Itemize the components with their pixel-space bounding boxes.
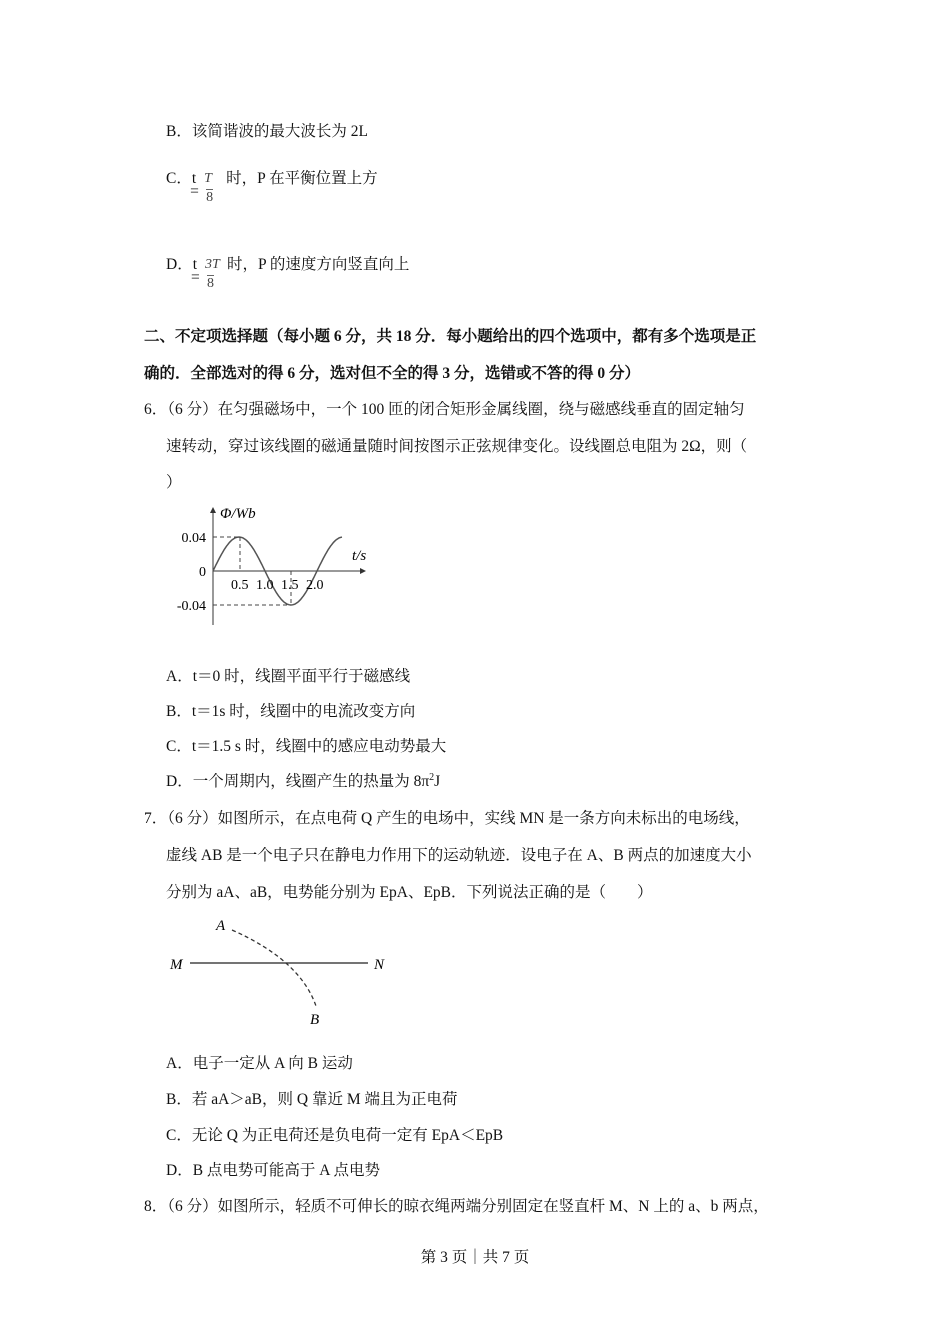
page-footer: 第 3 页｜共 7 页 bbox=[420, 1249, 530, 1266]
y-tick: 0.04 bbox=[181, 531, 206, 546]
x-tick: 2.0 bbox=[306, 578, 324, 593]
point-m-label: M bbox=[170, 957, 183, 973]
q6-option-c: C．t＝1.5 s 时，线圈中的感应电动势最大 bbox=[166, 738, 447, 755]
point-a-label: A bbox=[216, 918, 226, 934]
option-text: D．一个周期内，线圈产生的热量为 8π bbox=[166, 773, 430, 790]
y-axis-label: Φ/Wb bbox=[220, 506, 256, 522]
q6-option-a: A．t＝0 时，线圈平面平行于磁感线 bbox=[166, 668, 411, 685]
q6-option-d bbox=[166, 769, 440, 791]
q6-stem: ） bbox=[166, 474, 182, 491]
q5-option-b: B．该简谐波的最大波长为 2L bbox=[166, 123, 368, 140]
numerator: T bbox=[204, 171, 212, 186]
unit: J bbox=[434, 773, 441, 790]
option-text: 时，P 在平衡位置上方 bbox=[226, 170, 378, 187]
q6-option-b: B．t＝1s 时，线圈中的电流改变方向 bbox=[166, 703, 416, 720]
section-heading-cont: 确的．全部选对的得 6 分，选对但不全的得 3 分，选错或不答的得 0 分） bbox=[144, 365, 641, 382]
point-b-label: B bbox=[310, 1012, 320, 1028]
x-tick: 0.5 bbox=[231, 578, 249, 593]
denominator: 8 bbox=[206, 190, 214, 205]
y-tick: 0 bbox=[199, 565, 206, 580]
equals: = bbox=[190, 183, 199, 200]
numerator: 3T bbox=[205, 257, 220, 272]
option-text: 时，P 的速度方向竖直向上 bbox=[227, 256, 410, 273]
q5-option-c bbox=[166, 166, 378, 205]
x-tick: 1.5 bbox=[281, 578, 299, 593]
q7-option-c: C．无论 Q 为正电荷还是负电荷一定有 EpA＜EpB bbox=[166, 1127, 504, 1144]
equals: = bbox=[191, 269, 200, 286]
electric-field-figure bbox=[160, 910, 400, 1030]
denominator: 8 bbox=[207, 276, 215, 291]
q5-option-d bbox=[166, 252, 410, 291]
fraction bbox=[190, 171, 226, 205]
fraction bbox=[191, 257, 227, 291]
y-tick: -0.04 bbox=[176, 599, 206, 614]
q7-stem: 7．（6 分）如图所示，在点电荷 Q 产生的电场中，实线 MN 是一条方向未标出的电场线， bbox=[144, 810, 750, 827]
exponent: 2 bbox=[429, 771, 435, 783]
flux-time-graph bbox=[160, 500, 390, 630]
x-axis-label: t/s bbox=[352, 548, 367, 564]
q7-option-a: A．电子一定从 A 向 B 运动 bbox=[166, 1055, 353, 1072]
q6-stem: 速转动，穿过该线圈的磁通量随时间按图示正弦规律变化。设线圈总电阻为 2Ω，则（ bbox=[166, 438, 748, 455]
x-tick: 1.0 bbox=[256, 578, 274, 593]
q7-stem: 虚线 AB 是一个电子只在静电力作用下的运动轨迹．设电子在 A、B 两点的加速度大小 bbox=[166, 847, 752, 864]
q7-option-d: D．B 点电势可能高于 A 点电势 bbox=[166, 1162, 380, 1179]
q7-option-b: B．若 aA＞aB，则 Q 靠近 M 端且为正电荷 bbox=[166, 1091, 458, 1108]
q8-stem: 8．（6 分）如图所示，轻质不可伸长的晾衣绳两端分别固定在竖直杆 M、N 上的 a、b 两点， bbox=[144, 1198, 769, 1215]
q7-stem: 分别为 aA、aB，电势能分别为 EpA、EpB．下列说法正确的是（ ） bbox=[166, 884, 653, 901]
q6-stem: 6．（6 分）在匀强磁场中，一个 100 匝的闭合矩形金属线圈，绕与磁感线垂直的固定轴匀 bbox=[144, 401, 745, 418]
option-label: D．t bbox=[166, 256, 198, 273]
trajectory-ab bbox=[232, 930, 316, 1006]
option-label: C．t bbox=[166, 170, 197, 187]
point-n-label: N bbox=[374, 957, 385, 973]
section-heading: 二、不定项选择题（每小题 6 分，共 18 分．每小题给出的四个选项中，都有多个选项是正 bbox=[144, 328, 757, 345]
